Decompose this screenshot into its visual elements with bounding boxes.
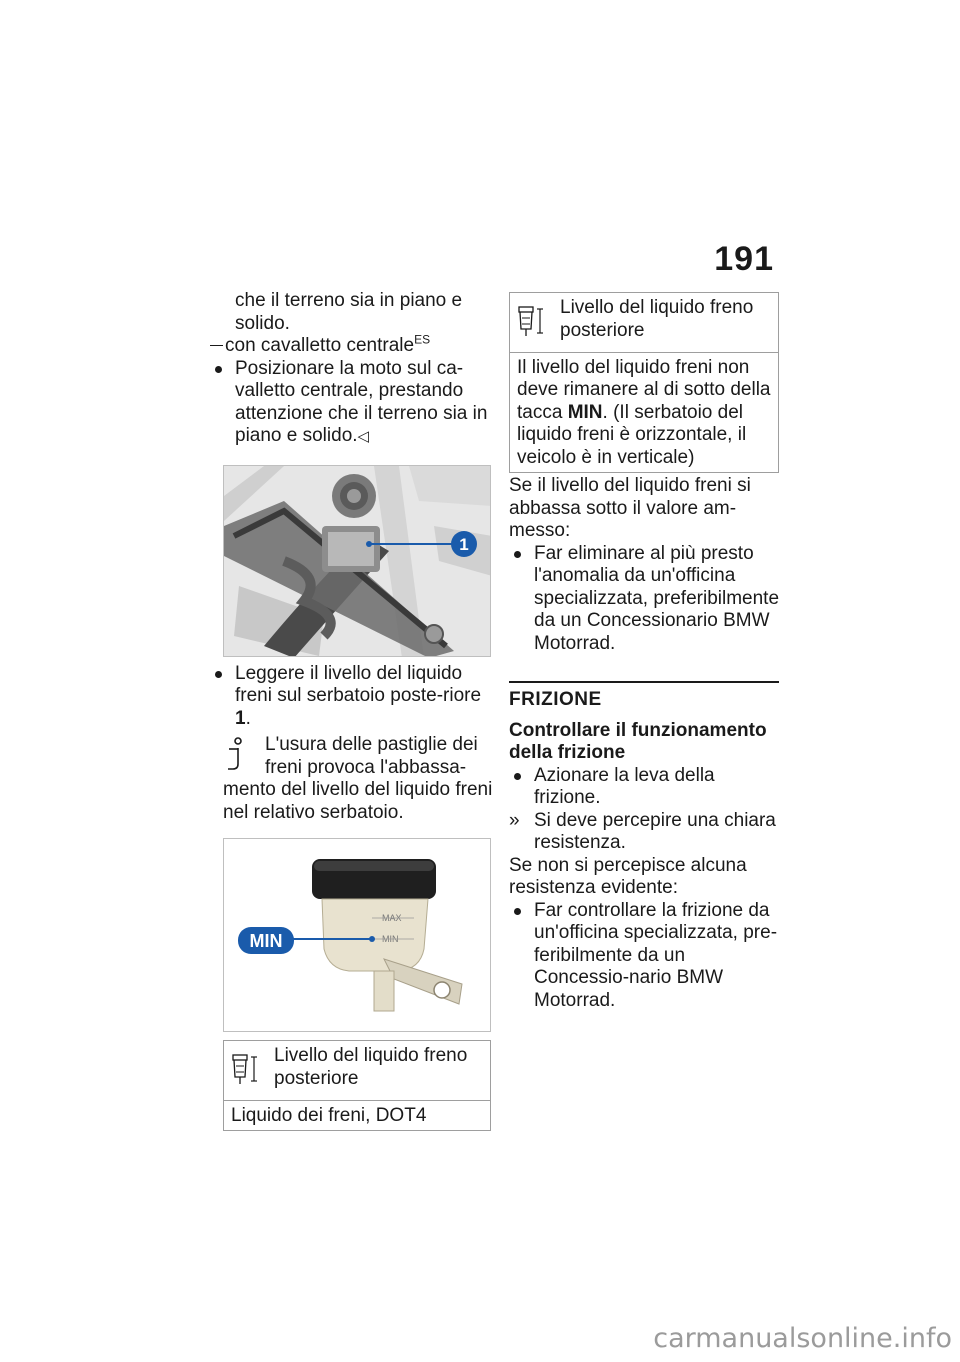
rear-reservoir-illustration [224, 466, 491, 657]
step-position-bike [210, 358, 500, 449]
page-number: 191 [714, 240, 774, 278]
step-position-bike-text: Posizionare la moto sul ca-valletto centrale, prestando attenzione che il terreno sia in piano e solido. [235, 357, 488, 446]
spec-table-right-text-post: . (Il serbatoio del liquido freni è orizzontale, il veicolo è in verticale) [517, 401, 747, 468]
spec-table-right-header [510, 293, 778, 353]
step-read-level-ref: 1 [235, 707, 246, 729]
spec-table-right-text-bold: MIN [567, 401, 603, 423]
continuation-line-1: che il terreno sia in piano e [235, 290, 463, 311]
callout-1: 1 [459, 534, 469, 554]
spec-table-left-value: Liquido dei freni, DOT4 [231, 1104, 427, 1126]
reservoir-min-photo [223, 838, 491, 1032]
section-clutch [509, 681, 779, 1012]
spec-table-left-title: Livello del liquido freno posteriore [274, 1045, 468, 1089]
right-column [509, 292, 779, 1012]
spec-table-right-body [510, 353, 778, 473]
reservoir-min-illustration [224, 839, 491, 1032]
rear-reservoir-photo [223, 465, 491, 657]
left-column [210, 290, 500, 1131]
end-mark-icon: ◁ [357, 428, 370, 445]
subsection-title: Controllare il funzionamento della frizione [509, 719, 767, 763]
watermark: carmanualsonline.info [653, 1323, 952, 1354]
spec-table-right-text-pre: Il livello del liquido freni non deve rimanere al di sotto della tacca [517, 356, 771, 423]
reservoir-spec-icon [516, 297, 560, 346]
continuation-line-2: solido. [235, 312, 290, 334]
condition-superscript: ES [414, 332, 431, 347]
dash-mark [210, 345, 223, 346]
min-mark-label: MIN [382, 934, 399, 944]
section-title: FRIZIONE [509, 689, 602, 710]
info-line-b: mento del livello del liquido freni nel relativo serbatoio. [223, 779, 493, 823]
info-icon [224, 734, 252, 777]
step-read-level-text: Leggere il livello del liquido freni sul serbatoio poste-riore [235, 662, 482, 706]
step-operate-lever: Azionare la leva della frizione. [509, 765, 779, 810]
step-check-clutch: Far controllare la frizione da un'officina specializzata, pre-feribilmente da un Concessio-nario BMW Motorrad. [509, 900, 779, 1013]
paragraph-level-low: Se il livello del liquido freni si abbassa sotto il valore am-messo: [509, 475, 751, 541]
spec-table-left [223, 1040, 491, 1131]
info-note [210, 734, 500, 779]
spec-table-right-title: Livello del liquido freno posteriore [560, 297, 754, 341]
step-repair: Far eliminare al più presto l'anomalia da un'officina specializzata, preferibilmente da un Concessionario BMW Motorrad. [509, 543, 779, 656]
paragraph-no-resistance: Se non si percepisce alcuna resistenza evidente: [509, 854, 747, 898]
spec-table-left-header [224, 1041, 490, 1101]
spec-table-right [509, 292, 779, 473]
condition-text: con cavalletto centrale [225, 335, 415, 356]
step-read-level-tail: . [245, 707, 251, 729]
reservoir-spec-icon [230, 1045, 274, 1094]
condition-line [210, 332, 500, 358]
max-mark-label: MAX [382, 913, 402, 923]
step-read-level [210, 663, 500, 731]
result-resistance: » Si deve percepire una chiara resistenza. [509, 810, 779, 855]
info-line-a: L'usura delle pastiglie dei freni provoca l'abbassa- [265, 734, 478, 778]
min-callout-label: MIN [249, 931, 283, 951]
